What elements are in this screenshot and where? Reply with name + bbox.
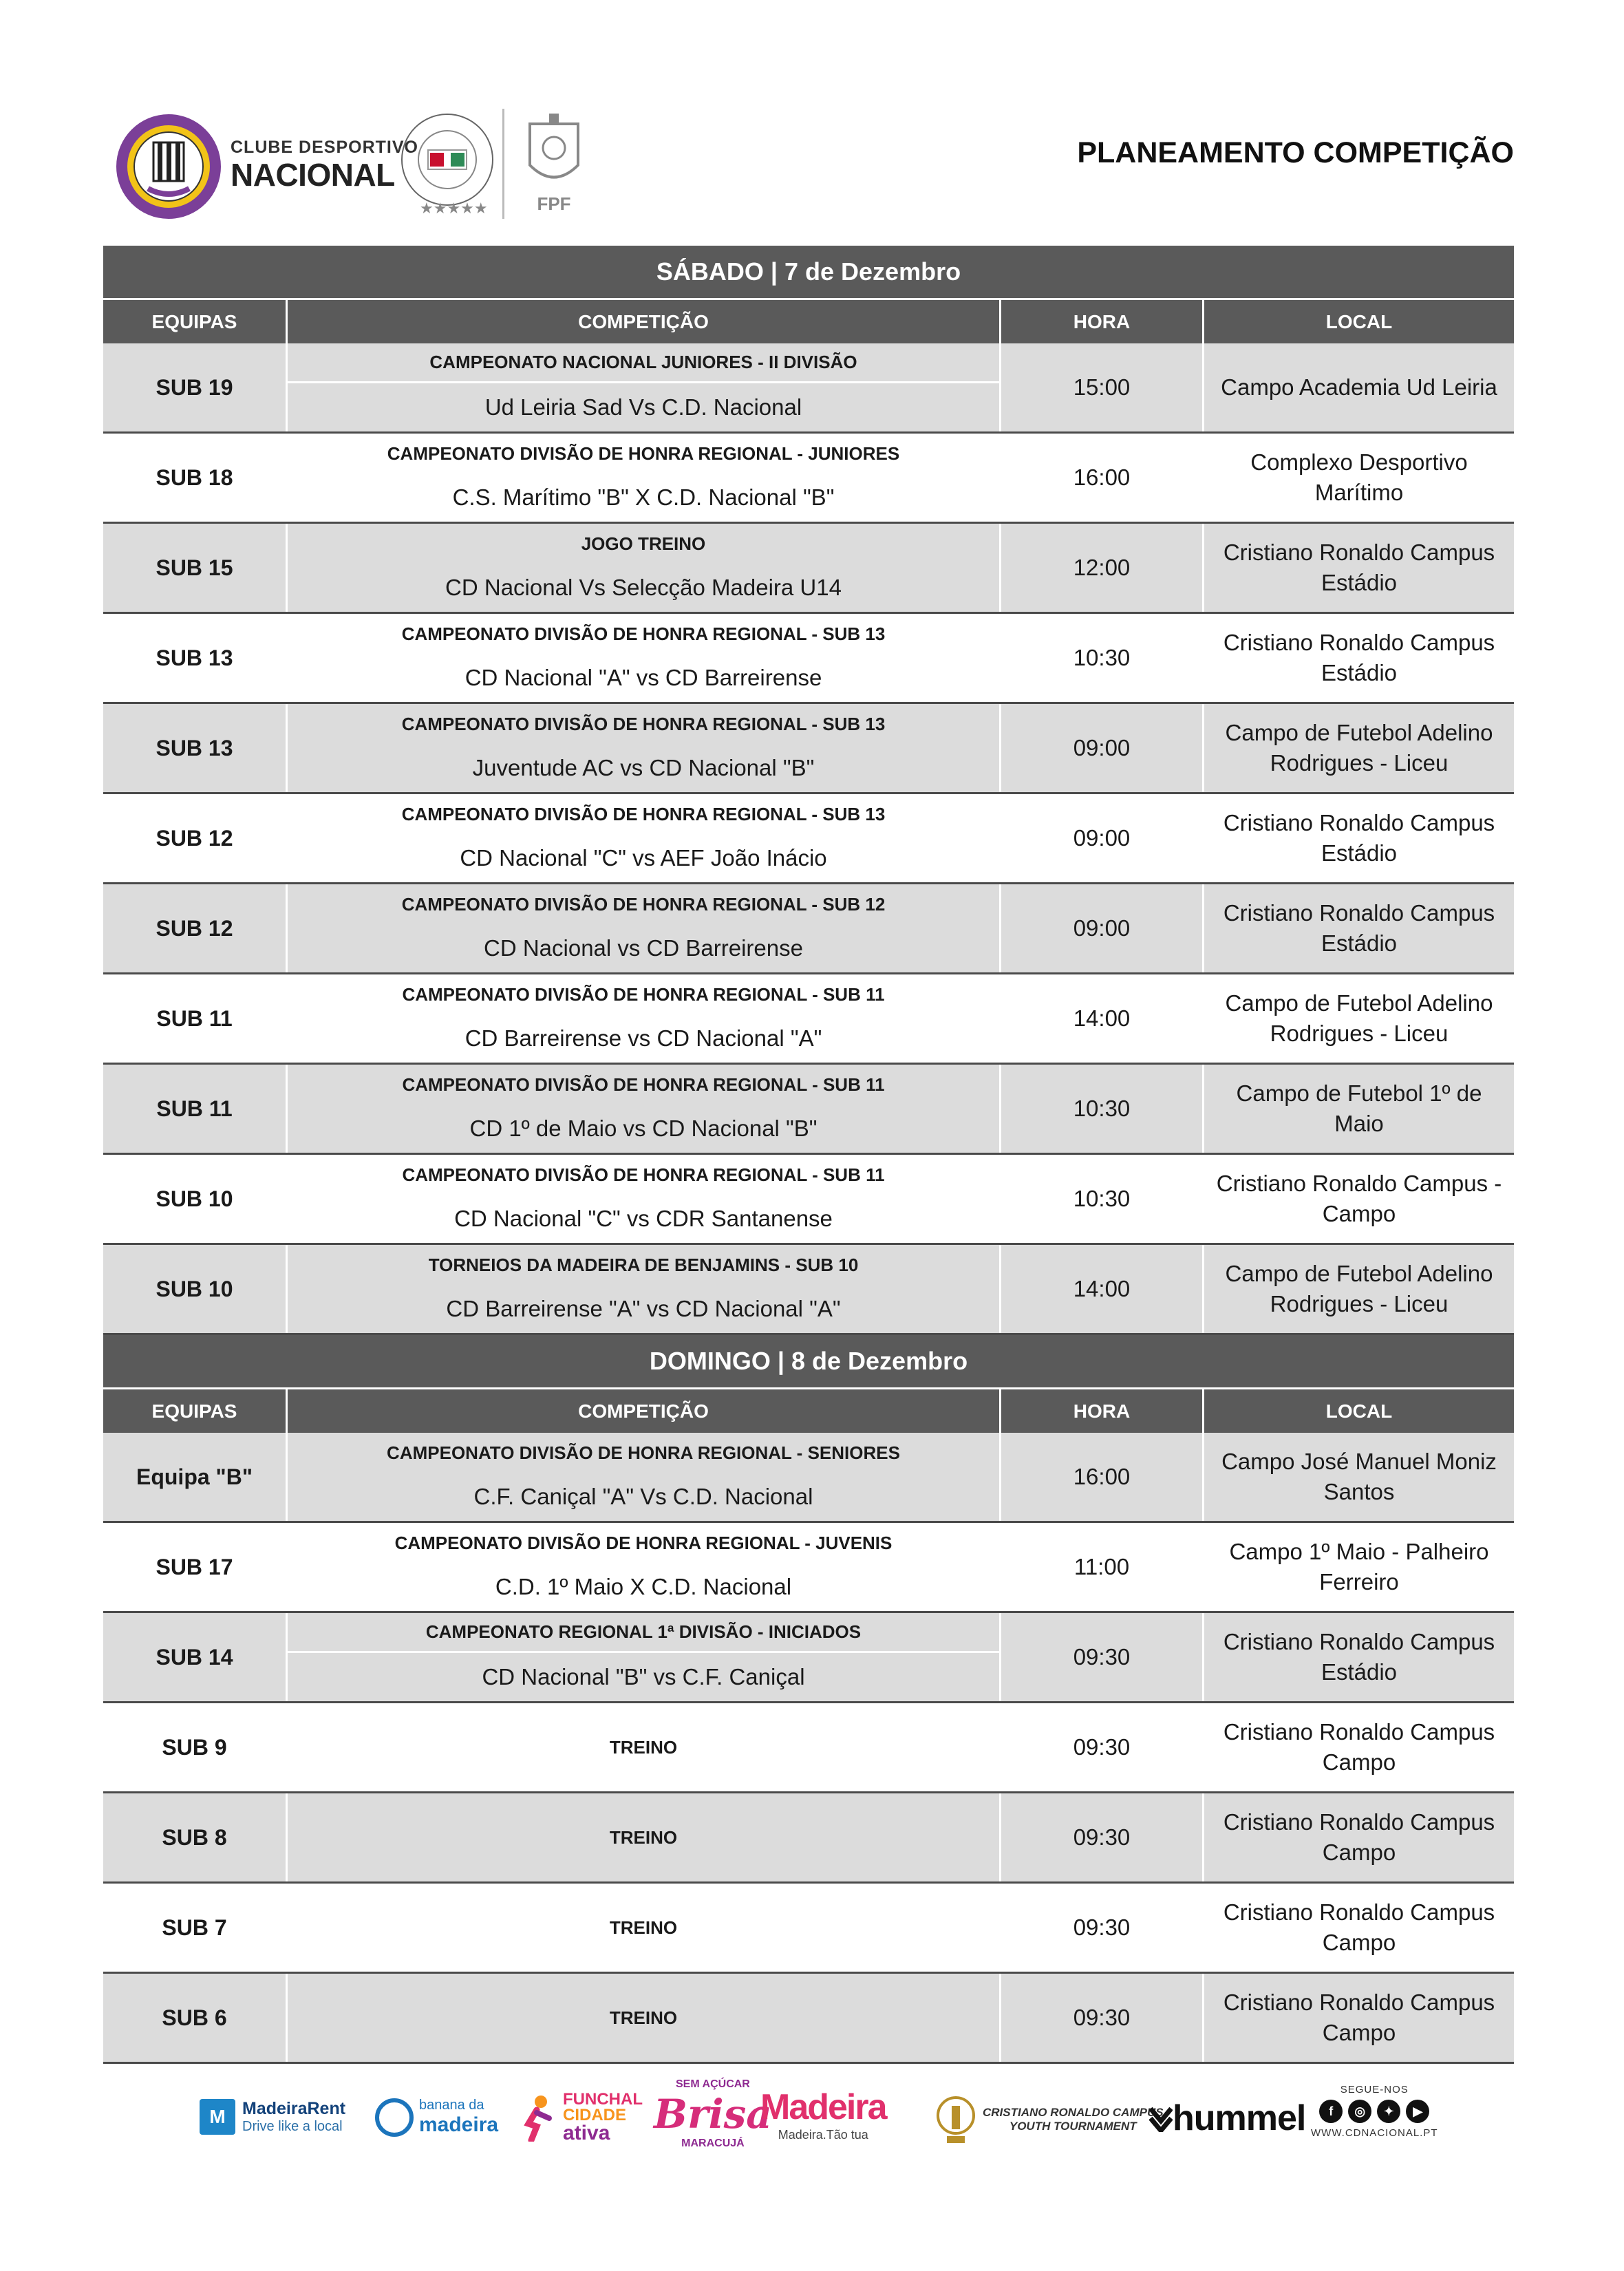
- team-cell: Equipa "B": [136, 1464, 253, 1489]
- time-cell: 16:00: [999, 1433, 1202, 1521]
- table-row: [103, 524, 1514, 614]
- competition-name: TREINO: [609, 2007, 678, 2028]
- column-header-team: EQUIPAS: [151, 1400, 237, 1422]
- competition-name: CAMPEONATO DIVISÃO DE HONRA REGIONAL - JUNIORES: [387, 443, 900, 464]
- venue-cell: Cristiano Ronaldo Campus Campo: [1202, 1793, 1514, 1881]
- team-cell: SUB 8: [162, 1824, 227, 1850]
- table-row: [103, 1245, 1514, 1335]
- sponsor-banana-madeira[interactable]: [375, 2098, 498, 2137]
- table-row: [103, 794, 1514, 884]
- club-crest-logo: [114, 111, 224, 222]
- venue-cell: Cristiano Ronaldo Campus Campo: [1202, 1974, 1514, 2062]
- madeirarent-name: MadeiraRent: [242, 2099, 346, 2118]
- venue-cell: Cristiano Ronaldo Campus Campo: [1202, 1884, 1514, 1972]
- match-fixture: CD Nacional "C" vs CDR Santanense: [454, 1206, 833, 1231]
- column-header-time: HORA: [999, 300, 1202, 343]
- team-cell: SUB 10: [156, 1276, 233, 1301]
- venue-cell: Complexo Desportivo Marítimo: [1202, 434, 1514, 522]
- team-cell: SUB 13: [156, 645, 233, 670]
- venue-cell: Campo Academia Ud Leiria: [1202, 343, 1514, 431]
- venue-cell: Cristiano Ronaldo Campus Estádio: [1202, 794, 1514, 882]
- team-cell: SUB 18: [156, 465, 233, 490]
- competition-cell: [286, 343, 999, 431]
- time-cell: 10:30: [999, 1065, 1202, 1153]
- table-row: [103, 1065, 1514, 1155]
- madeirarent-tagline: Drive like a local: [242, 2119, 343, 2134]
- funchal-line1: FUNCHAL: [563, 2090, 643, 2109]
- venue-cell: Campo José Manuel Moniz Santos: [1202, 1433, 1514, 1521]
- competition-name: CAMPEONATO DIVISÃO DE HONRA REGIONAL - JUVENIS: [394, 1532, 893, 1553]
- team-cell: SUB 15: [156, 555, 233, 580]
- table-row: [103, 1974, 1514, 2064]
- competition-name: CAMPEONATO DIVISÃO DE HONRA REGIONAL - SUB 11: [402, 983, 885, 1005]
- competition-cell: [286, 1245, 999, 1333]
- table-row: [103, 1793, 1514, 1884]
- team-cell: SUB 14: [156, 1644, 233, 1670]
- match-fixture: CD Nacional "B" vs C.F. Caniçal: [482, 1664, 805, 1689]
- venue-cell: Campo de Futebol Adelino Rodrigues - Liceu: [1202, 704, 1514, 792]
- competition-name: CAMPEONATO DIVISÃO DE HONRA REGIONAL - SUB 13: [401, 623, 886, 644]
- competition-cell: [286, 434, 999, 522]
- banana-line2: madeira: [419, 2113, 499, 2136]
- crc-line2: YOUTH TOURNAMENT: [1009, 2120, 1137, 2133]
- table-row: [103, 1703, 1514, 1793]
- time-cell: 11:00: [999, 1523, 1202, 1611]
- sponsor-brisa[interactable]: [654, 2078, 772, 2150]
- brisa-name: Brisa: [654, 2091, 772, 2137]
- competition-name: CAMPEONATO DIVISÃO DE HONRA REGIONAL - SUB 11: [402, 1164, 885, 1185]
- competition-name: CAMPEONATO REGIONAL 1ª DIVISÃO - INICIADOS: [288, 1613, 999, 1653]
- madeira-tagline: Madeira.Tão tua: [778, 2128, 868, 2142]
- banana-line1: banana da: [419, 2098, 484, 2113]
- crc-line1: CRISTIANO RONALDO CAMPUS: [983, 2105, 1164, 2119]
- sponsor-cr-campus-youth-tournament[interactable]: [936, 2092, 1164, 2147]
- madeirarent-icon: M: [200, 2099, 235, 2135]
- header-divider: [502, 109, 504, 219]
- youtube-icon[interactable]: ▶: [1406, 2100, 1429, 2123]
- sponsor-funchal-cidade-ativa[interactable]: [516, 2092, 643, 2143]
- team-cell: SUB 19: [156, 374, 233, 400]
- time-cell: 09:30: [999, 1793, 1202, 1881]
- competition-name: TREINO: [609, 1736, 678, 1758]
- competition-cell: [286, 884, 999, 972]
- competition-cell: [286, 704, 999, 792]
- table-row: [103, 343, 1514, 434]
- time-cell: 09:30: [999, 1884, 1202, 1972]
- competition-name: CAMPEONATO DIVISÃO DE HONRA REGIONAL - SENIORES: [387, 1442, 900, 1463]
- competition-cell: [286, 1613, 999, 1701]
- time-cell: 15:00: [999, 343, 1202, 431]
- funchal-line3: ativa: [563, 2121, 610, 2144]
- venue-cell: Cristiano Ronaldo Campus Estádio: [1202, 1613, 1514, 1701]
- column-headers: [103, 1387, 1514, 1433]
- day-header: DOMINGO | 8 de Dezembro: [103, 1335, 1514, 1387]
- venue-cell: Campo de Futebol Adelino Rodrigues - Liceu: [1202, 1245, 1514, 1333]
- competition-name: CAMPEONATO DIVISÃO DE HONRA REGIONAL - SUB 13: [401, 803, 886, 824]
- page-header: [103, 103, 1514, 227]
- team-cell: SUB 12: [156, 915, 233, 941]
- match-fixture: Ud Leiria Sad Vs C.D. Nacional: [484, 394, 802, 420]
- table-row: [103, 434, 1514, 524]
- competition-cell: [286, 1155, 999, 1243]
- match-fixture: C.D. 1º Maio X C.D. Nacional: [495, 1574, 792, 1599]
- team-cell: SUB 10: [156, 1186, 233, 1211]
- madeira-wordmark-text: Madeira: [760, 2087, 886, 2127]
- column-headers: [103, 298, 1514, 343]
- venue-cell: Cristiano Ronaldo Campus Estádio: [1202, 524, 1514, 612]
- competition-cell: [286, 614, 999, 702]
- competition-name: TORNEIOS DA MADEIRA DE BENJAMINS - SUB 10: [428, 1254, 859, 1275]
- table-row: [103, 1433, 1514, 1523]
- hummel-chevron-icon: [1149, 2104, 1173, 2132]
- match-fixture: CD Nacional "A" vs CD Barreirense: [464, 665, 822, 690]
- twitter-icon[interactable]: ✦: [1377, 2100, 1400, 2123]
- team-cell: SUB 12: [156, 825, 233, 851]
- competition-name: TREINO: [609, 1917, 678, 1938]
- time-cell: 12:00: [999, 524, 1202, 612]
- club-name-line1: CLUBE DESPORTIVO: [231, 138, 418, 157]
- svg-text:★★★★★: ★★★★★: [420, 200, 488, 217]
- trophy-icon: [936, 2092, 976, 2147]
- match-fixture: CD Nacional vs CD Barreirense: [484, 935, 803, 961]
- venue-cell: Cristiano Ronaldo Campus Estádio: [1202, 884, 1514, 972]
- venue-cell: Cristiano Ronaldo Campus Estádio: [1202, 614, 1514, 702]
- sponsor-madeirarent[interactable]: [200, 2099, 345, 2135]
- competition-cell: [286, 1974, 999, 2062]
- column-header-competition: COMPETIÇÃO: [286, 300, 999, 343]
- competition-name: CAMPEONATO DIVISÃO DE HONRA REGIONAL - SUB 13: [401, 713, 886, 734]
- column-header-competition: COMPETIÇÃO: [286, 1389, 999, 1433]
- venue-cell: Campo de Futebol Adelino Rodrigues - Liceu: [1202, 974, 1514, 1063]
- column-header-venue: LOCAL: [1202, 1389, 1514, 1433]
- sponsor-madeira[interactable]: [760, 2087, 886, 2142]
- time-cell: 09:00: [999, 884, 1202, 972]
- time-cell: 14:00: [999, 1245, 1202, 1333]
- time-cell: 14:00: [999, 974, 1202, 1063]
- competition-cell: [286, 1793, 999, 1881]
- table-row: [103, 614, 1514, 704]
- venue-cell: Cristiano Ronaldo Campus Campo: [1202, 1703, 1514, 1791]
- club-name: [231, 139, 418, 191]
- team-cell: SUB 11: [156, 1005, 233, 1031]
- team-cell: SUB 17: [156, 1554, 233, 1579]
- competition-name: CAMPEONATO NACIONAL JUNIORES - II DIVISÃO: [288, 343, 999, 383]
- competition-cell: [286, 974, 999, 1063]
- runner-icon: [516, 2093, 557, 2142]
- competition-cell: [286, 1433, 999, 1521]
- fpf-logo-text: FPF: [537, 193, 571, 214]
- team-cell: SUB 9: [162, 1734, 227, 1760]
- competition-name: CAMPEONATO DIVISÃO DE HONRA REGIONAL - SUB 11: [402, 1074, 885, 1095]
- team-cell: SUB 11: [156, 1096, 233, 1121]
- match-fixture: CD Nacional Vs Selecção Madeira U14: [445, 575, 842, 600]
- competition-cell: [286, 1703, 999, 1791]
- team-cell: SUB 7: [162, 1915, 227, 1940]
- table-row: [103, 974, 1514, 1065]
- table-row: [103, 704, 1514, 794]
- match-fixture: CD Barreirense vs CD Nacional "A": [464, 1025, 822, 1051]
- sponsors-footer: [193, 2078, 1452, 2161]
- time-cell: 10:30: [999, 614, 1202, 702]
- time-cell: 09:30: [999, 1703, 1202, 1791]
- column-header-team: EQUIPAS: [151, 310, 237, 332]
- team-cell: SUB 13: [156, 735, 233, 760]
- time-cell: 09:00: [999, 794, 1202, 882]
- competition-cell: [286, 1884, 999, 1972]
- team-cell: SUB 6: [162, 2005, 227, 2030]
- match-fixture: CD 1º de Maio vs CD Nacional "B": [469, 1116, 818, 1141]
- match-fixture: CD Nacional "C" vs AEF João Inácio: [460, 845, 827, 871]
- table-row: [103, 884, 1514, 974]
- table-row: [103, 1155, 1514, 1245]
- venue-cell: Campo de Futebol 1º de Maio: [1202, 1065, 1514, 1153]
- day-header: SÁBADO | 7 de Dezembro: [103, 246, 1514, 298]
- brisa-bottom-text: MARACUJÁ: [681, 2137, 745, 2149]
- fpf-logo: [516, 107, 592, 224]
- competition-cell: [286, 524, 999, 612]
- venue-cell: Cristiano Ronaldo Campus - Campo: [1202, 1155, 1514, 1243]
- match-fixture: C.S. Marítimo "B" X C.D. Nacional "B": [452, 484, 835, 510]
- column-header-time: HORA: [999, 1389, 1202, 1433]
- instagram-icon[interactable]: ◎: [1348, 2100, 1371, 2123]
- banana-circle-icon: [375, 2098, 414, 2137]
- certified-training-entity-seal: [392, 110, 502, 224]
- competition-cell: [286, 794, 999, 882]
- brisa-top-text: SEM AÇÚCAR: [676, 2078, 750, 2090]
- table-row: [103, 1613, 1514, 1703]
- match-fixture: C.F. Caniçal "A" Vs C.D. Nacional: [473, 1484, 813, 1509]
- competition-name: CAMPEONATO DIVISÃO DE HONRA REGIONAL - SUB 12: [401, 893, 886, 915]
- time-cell: 10:30: [999, 1155, 1202, 1243]
- madeira-wordmark: [760, 2087, 886, 2128]
- match-fixture: Juventude AC vs CD Nacional "B": [472, 755, 815, 780]
- page-title: PLANEAMENTO COMPETIÇÃO: [1077, 136, 1514, 169]
- hummel-wordmark: hummel: [1173, 2098, 1306, 2138]
- time-cell: 09:30: [999, 1613, 1202, 1701]
- venue-cell: Campo 1º Maio - Palheiro Ferreiro: [1202, 1523, 1514, 1611]
- club-name-line2: NACIONAL: [231, 157, 395, 193]
- table-row: [103, 1884, 1514, 1974]
- time-cell: 16:00: [999, 434, 1202, 522]
- competition-name: TREINO: [609, 1826, 678, 1848]
- social-label: SEGUE-NOS: [1340, 2084, 1409, 2096]
- funchal-line2: CIDADE: [563, 2105, 627, 2124]
- column-header-venue: LOCAL: [1202, 300, 1514, 343]
- competition-cell: [286, 1523, 999, 1611]
- table-row: [103, 1523, 1514, 1613]
- sponsor-hummel[interactable]: [1149, 2098, 1305, 2139]
- schedule-table: [103, 246, 1514, 2064]
- facebook-icon[interactable]: f: [1319, 2100, 1343, 2123]
- social-links: [1311, 2084, 1438, 2139]
- website-url[interactable]: WWW.CDNACIONAL.PT: [1311, 2127, 1438, 2139]
- time-cell: 09:30: [999, 1974, 1202, 2062]
- competition-name: JOGO TREINO: [581, 533, 706, 554]
- competition-cell: [286, 1065, 999, 1153]
- time-cell: 09:00: [999, 704, 1202, 792]
- match-fixture: CD Barreirense "A" vs CD Nacional "A": [446, 1296, 841, 1321]
